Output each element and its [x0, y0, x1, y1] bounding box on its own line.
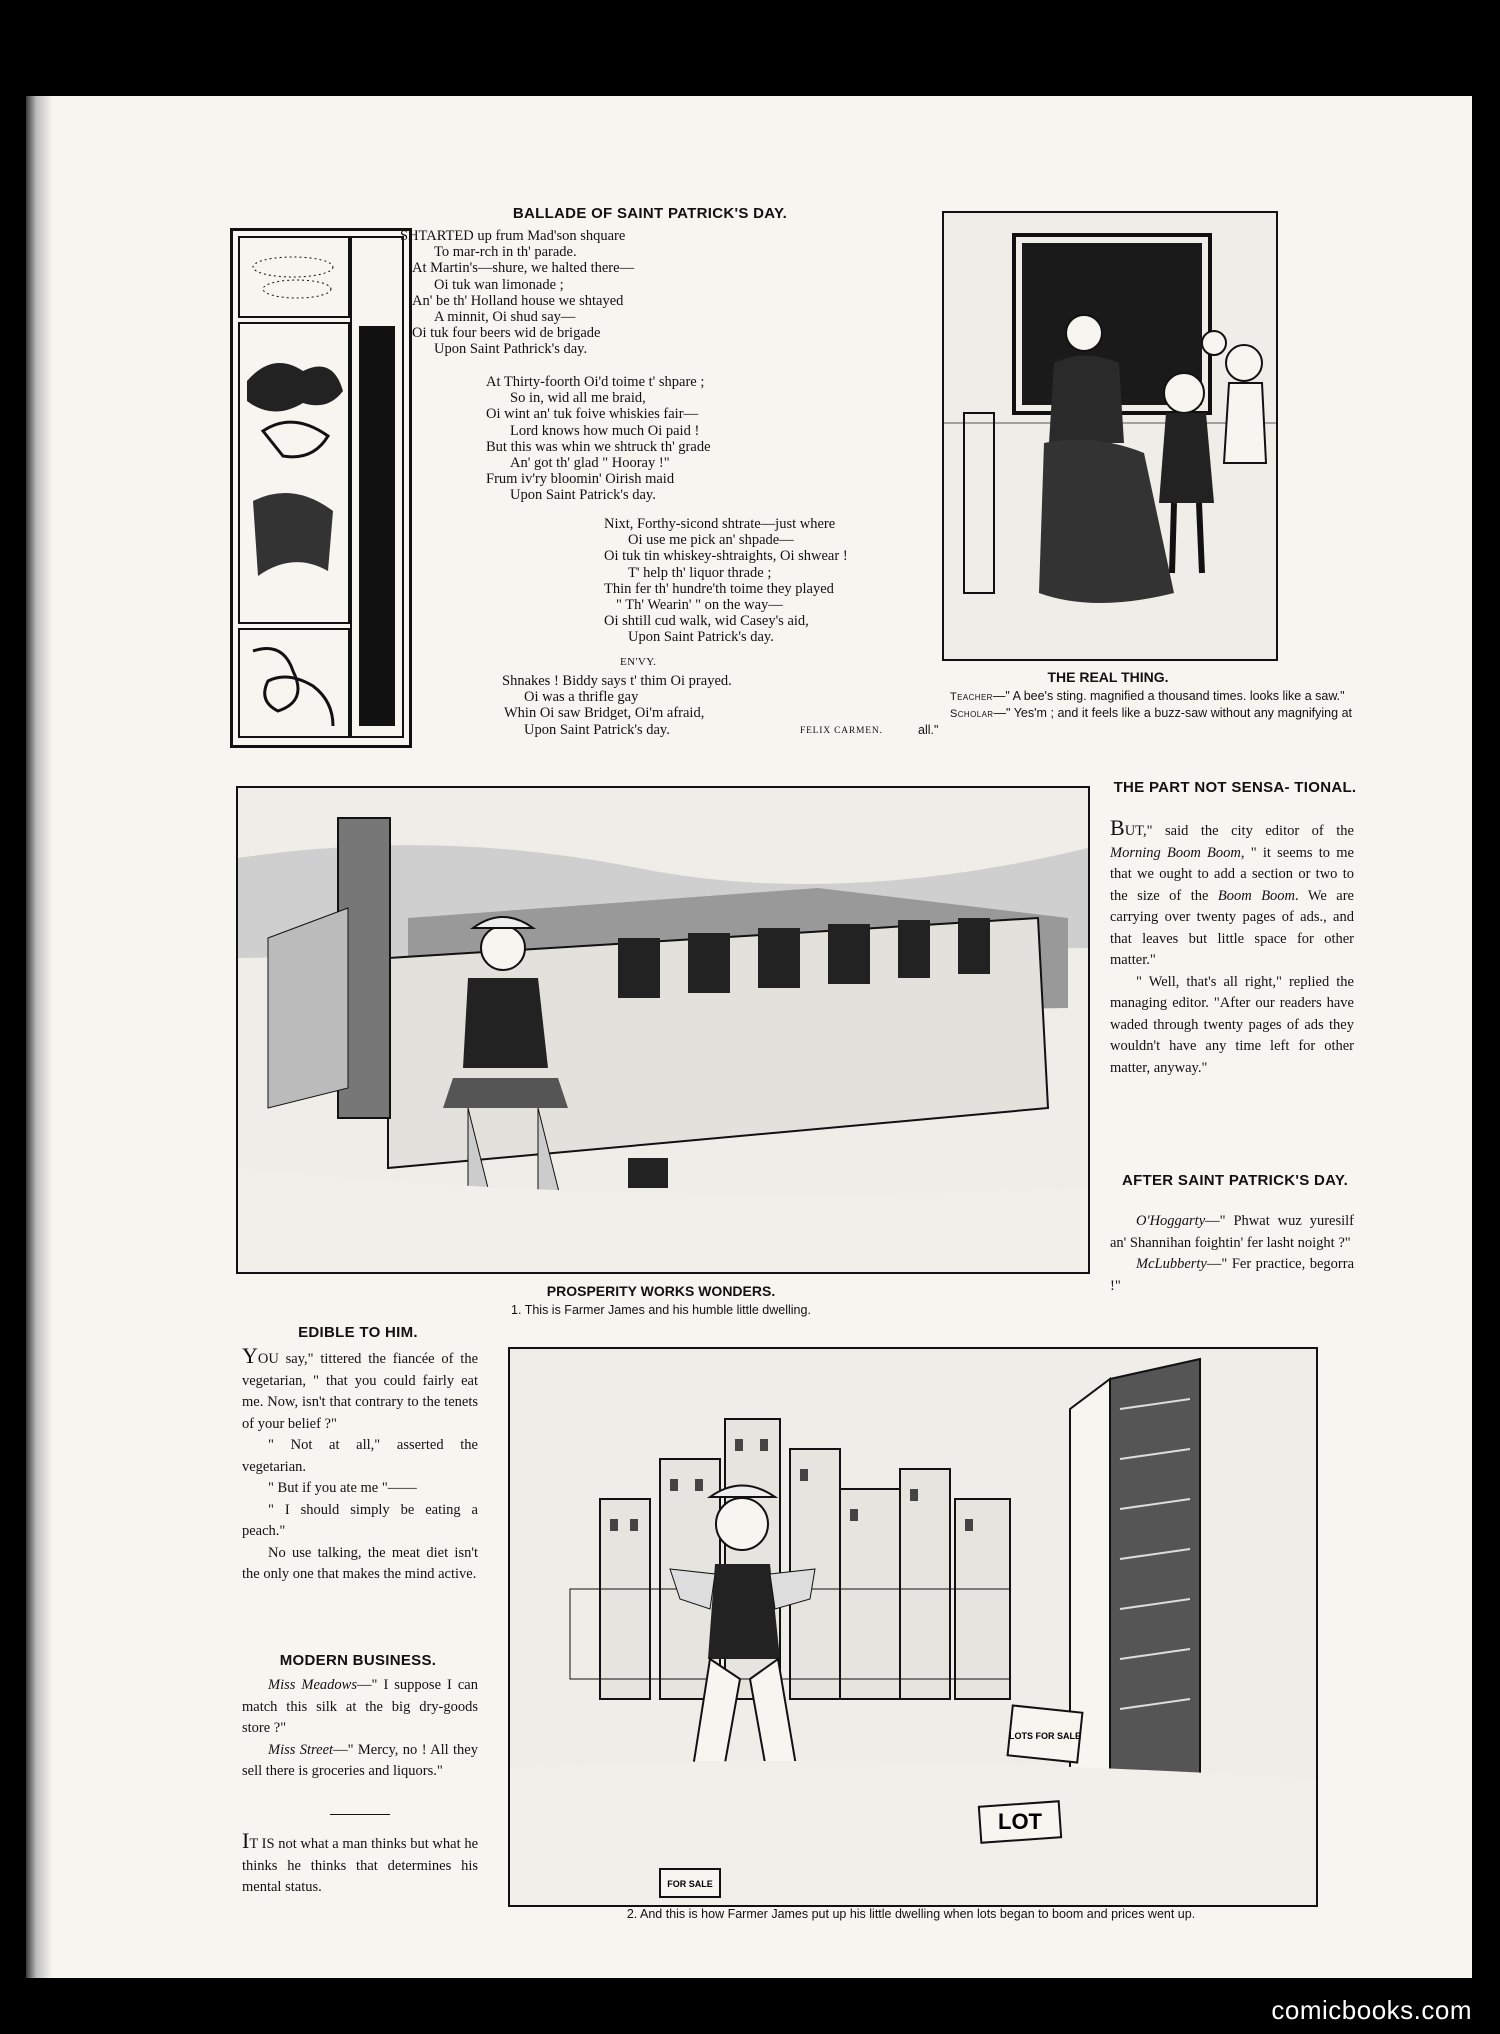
poem-line: SHTARTED up frum Mad'son shquare: [400, 228, 626, 244]
drop-cap: Y: [242, 1343, 258, 1368]
ballade-title: BALLADE OF SAINT PATRICK'S DAY.: [512, 205, 788, 222]
poem-line: Oi tuk tin whiskey-shtraights, Oi shwear !: [604, 548, 848, 565]
dialogue: —" Fer practice, begorra !": [1110, 1256, 1354, 1294]
poem-line: Frum iv'ry bloomin' Oirish maid: [486, 471, 675, 488]
boom-city-illustration: [508, 1347, 1318, 1907]
poem-line: Oi was a thrifle gay: [524, 689, 639, 706]
dialogue: —" Mercy, no ! All they sell there is groceries and liquors.": [242, 1741, 478, 1779]
farmer-dwelling-illustration: [236, 786, 1090, 1274]
poem-line: Upon Saint Patrick's day.: [524, 721, 670, 738]
poem-line: Oi wint an' tuk foive whiskies fair—: [486, 406, 699, 423]
dialogue: —" I suppose I can match this silk at the big dry-goods store ?": [242, 1677, 478, 1736]
teacher-label: Teacher: [950, 691, 993, 703]
paragraph-text: " I should simply be eating a peach.": [242, 1501, 478, 1539]
poem-line: An' be th' Holland house we shtayed: [412, 292, 624, 309]
paragraph-text: , " it seems to me that we ought to add a section or two to the size of the: [1110, 844, 1354, 904]
decorative-initial-panel: [230, 228, 412, 748]
after-st-patricks-text: [1110, 1211, 1354, 1297]
prosperity-caption-1: 1. This is Farmer James and his humble little dwelling.: [511, 1303, 811, 1317]
drop-cap: I: [242, 1828, 250, 1853]
poem-line: At Thirty-foorth Oi'd toime t' shpare ;: [486, 374, 705, 390]
speaker: O'Hoggarty: [1136, 1213, 1206, 1229]
poem-line: Oi use me pick an' shpade—: [628, 532, 794, 549]
speaker: Miss Street: [268, 1741, 334, 1758]
edible-title: EDIBLE TO HIM.: [298, 1324, 418, 1341]
drop-cap: B: [1110, 815, 1125, 840]
paragraph-text: . We are carrying over twenty pages of ads., and that leaves but little space for other matter.": [1110, 887, 1354, 968]
decorative-initial-art: [233, 231, 409, 745]
poem-line: Oi tuk four beers wid de brigade: [412, 325, 601, 342]
ballade-envoy-label: EN'VY.: [620, 656, 657, 668]
real-thing-illustration: [942, 211, 1278, 661]
newspaper-name: Boom Boom: [1217, 887, 1296, 904]
poem-line: Oi shtill cud walk, wid Casey's aid,: [604, 613, 809, 630]
part-not-sensational-title: THE PART NOT SENSA- TIONAL.: [1113, 779, 1357, 796]
poem-line: " Th' Wearin' " on the way—: [616, 597, 783, 614]
poem-line: So in, wid all me braid,: [510, 390, 646, 407]
after-st-patricks-title: AFTER SAINT PATRICK'S DAY.: [1121, 1172, 1349, 1189]
poem-line: Upon Saint Pathrick's day.: [434, 341, 588, 358]
teacher-text: —" A bee's sting. magnified a thousand times. looks like a saw.": [992, 689, 1345, 703]
lot-sign: LOT: [998, 1809, 1042, 1834]
poem-line: Shnakes ! Biddy says t' thim Oi prayed.: [502, 673, 732, 689]
scholar-label: Scholar: [950, 708, 994, 720]
section-rule: [330, 1814, 390, 1815]
dialogue: —" Phwat wuz yuresilf an' Shannihan foightin' fer lasht noight ?": [1110, 1213, 1354, 1251]
ballade-author: FELIX CARMEN.: [800, 726, 883, 736]
newspaper-name: Morning Boom Boom: [1110, 844, 1241, 861]
poem-line: A minnit, Oi shud say—: [434, 309, 576, 326]
paragraph-text: UT," said the city editor of the: [1124, 823, 1354, 839]
paragraph-text: " Well, that's all right," replied the managing editor. "After our readers have waded through twenty pages of ads they wouldn't have any time left for other matter, anyway.": [1110, 973, 1354, 1076]
page-gutter-shadow: [26, 96, 52, 1978]
paragraph-text: " But if you ate me "——: [268, 1480, 417, 1496]
for-sale-sign: FOR SALE: [667, 1879, 713, 1889]
ballade-envoy: [502, 673, 732, 738]
watermark: comicbooks.com: [1271, 1995, 1472, 2025]
paragraph-text: " Not at all," asserted the vegetarian.: [242, 1437, 478, 1475]
ballade-stanza-1: [400, 228, 634, 358]
modern-business-text: [242, 1675, 478, 1783]
poem-line: Upon Saint Patrick's day.: [628, 629, 774, 646]
poem-line: An' got th' glad " Hooray !": [510, 455, 670, 472]
poem-line: T' help th' liquor thrade ;: [628, 564, 772, 581]
edible-text: [242, 1345, 478, 1586]
poem-line: Lord knows how much Oi paid !: [510, 422, 700, 439]
speaker: McLubberty: [1136, 1256, 1207, 1272]
poem-line: At Martin's—shure, we halted there—: [412, 260, 635, 277]
lots-for-sale-sign: LOTS FOR SALE: [1009, 1731, 1081, 1741]
speaker: Miss Meadows: [268, 1677, 357, 1693]
poem-line: Thin fer th' hundre'th toime they played: [604, 580, 834, 597]
scholar-text: —" Yes'm ; and it feels like a buzz-saw without any magnifying at all.": [918, 706, 1352, 737]
poem-line: But this was whin we shtruck th' grade: [486, 438, 711, 455]
part-not-sensational-text: [1110, 817, 1354, 1079]
paragraph-text: T IS not what a man thinks but what he thinks he thinks that determines his mental status.: [242, 1836, 478, 1895]
real-thing-caption: [918, 688, 1352, 738]
poem-line: Nixt, Forthy-sicond shtrate—just where: [604, 516, 836, 532]
poem-line: Upon Saint Patrick's day.: [510, 487, 656, 504]
poem-line: Oi tuk wan limonade ;: [434, 276, 564, 293]
poem-line: To mar-rch in th' parade.: [434, 244, 577, 261]
epigram-text: [242, 1830, 478, 1899]
real-thing-title: THE REAL THING.: [1047, 669, 1169, 685]
poem-line: Whin Oi saw Bridget, Oi'm afraid,: [504, 705, 705, 722]
modern-business-title: MODERN BUSINESS.: [279, 1652, 437, 1669]
ballade-stanza-2: [486, 374, 711, 504]
ballade-stanza-3: [604, 516, 848, 646]
prosperity-title: PROSPERITY WORKS WONDERS.: [546, 1283, 776, 1299]
paragraph-text: No use talking, the meat diet isn't the only one that makes the mind active.: [242, 1544, 478, 1582]
paragraph-text: OU say," tittered the fiancée of the vegetarian, " that you could fairly eat me. Now, isn't that contrary to the tenets of your belief ?": [242, 1351, 478, 1432]
prosperity-caption-2: 2. And this is how Farmer James put up his little dwelling when lots began to boom and prices went up.: [626, 1907, 1196, 1921]
